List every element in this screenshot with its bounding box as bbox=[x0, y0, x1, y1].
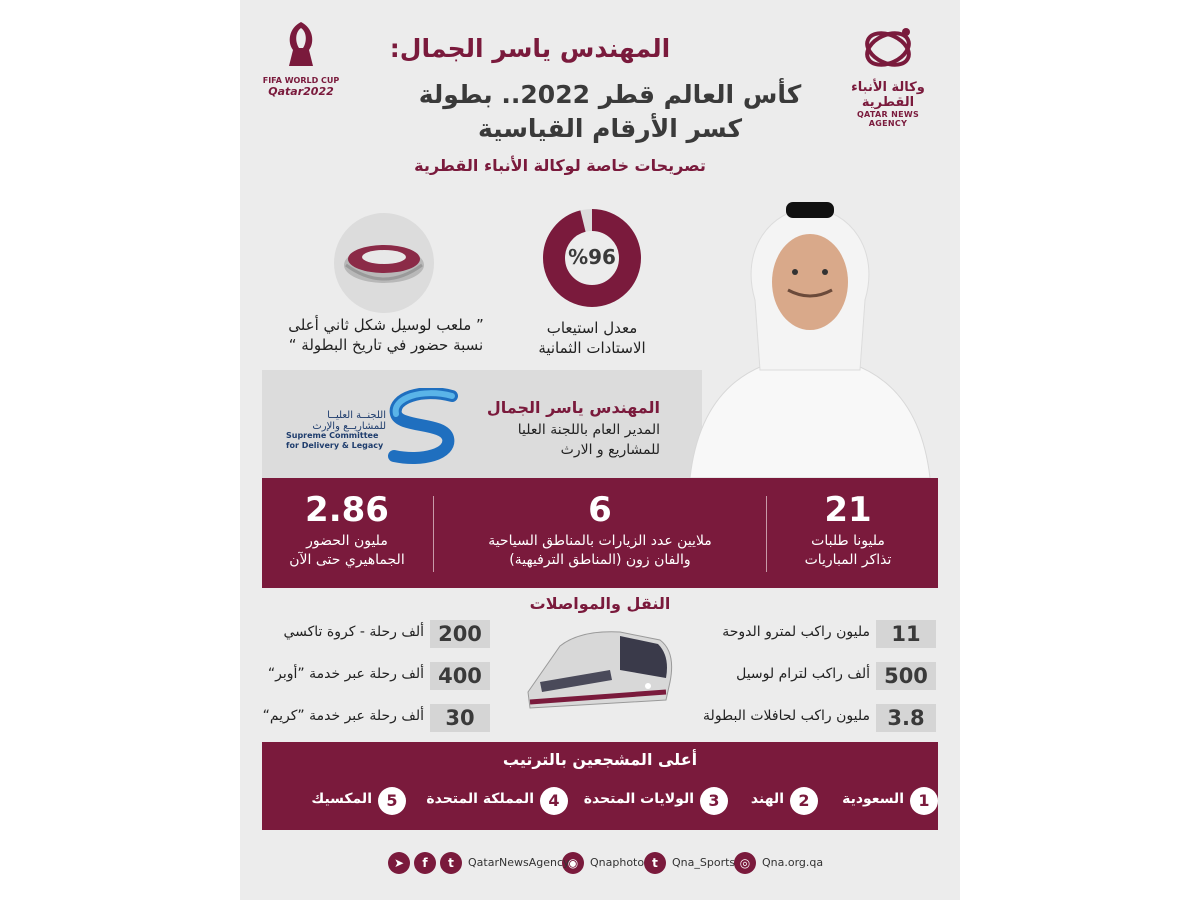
facebook-icon: f bbox=[414, 852, 436, 874]
footer-sports[interactable] bbox=[644, 852, 734, 874]
qna-logo bbox=[838, 22, 938, 128]
transport-value: 200 bbox=[430, 620, 490, 648]
stat-label-line1: ملايين عدد الزيارات بالمناطق السياحية bbox=[488, 533, 712, 549]
donut-caption-line2: الاستادات الثمانية bbox=[538, 339, 646, 357]
fan-rank-badge: 5 bbox=[378, 787, 406, 815]
stadium-image bbox=[334, 213, 434, 313]
donut-caption bbox=[502, 318, 682, 358]
quote-line2: نسبة حضور في تاريخ البطولة “ bbox=[288, 336, 484, 354]
transport-value: 30 bbox=[430, 704, 490, 732]
quote-line1: ” ملعب لوسيل شكل ثاني أعلى bbox=[288, 316, 484, 334]
transport-label: مليون راكب لحافلات البطولة bbox=[703, 708, 870, 724]
globe-icon: ◎ bbox=[734, 852, 756, 874]
world-cup-emblem-icon bbox=[281, 20, 321, 72]
footer-website[interactable] bbox=[734, 852, 844, 874]
qna-logo-arabic: وكالة الأنباء القطرية bbox=[851, 80, 925, 110]
stat-label-line1: مليون الحضور bbox=[306, 533, 388, 549]
transport-title: النقل والمواصلات bbox=[529, 594, 671, 613]
committee-logo-ar-line1: اللجنــة العليــا bbox=[327, 410, 386, 421]
fan-country: الولايات المتحدة bbox=[583, 791, 694, 807]
footer-handle: Qna.org.qa bbox=[762, 856, 824, 869]
transport-item-uber bbox=[267, 662, 490, 690]
stat-label-line2: والفان زون (المناطق الترفيهية) bbox=[509, 552, 691, 568]
fan-rank-badge: 2 bbox=[790, 787, 818, 815]
fan-country: السعودية bbox=[842, 791, 904, 807]
fan-item-2 bbox=[738, 787, 818, 815]
transport-value: 11 bbox=[876, 620, 936, 648]
fan-item-5 bbox=[296, 787, 406, 815]
committee-logo-arabic bbox=[286, 410, 386, 432]
fan-item-4 bbox=[428, 787, 568, 815]
page-title: كأس العالم قطر 2022.. بطولة كسر الأرقام القياسية bbox=[418, 80, 802, 143]
committee-logo-english bbox=[286, 431, 386, 451]
stat-attendance bbox=[262, 488, 432, 570]
donut-caption-line1: معدل استيعاب bbox=[546, 319, 638, 337]
stat-label-line2: تذاكر المباريات bbox=[804, 552, 892, 568]
footer-agency[interactable] bbox=[388, 852, 570, 874]
lusail-quote bbox=[276, 315, 496, 355]
engineer-portrait bbox=[660, 190, 960, 478]
transport-label: مليون راكب لمترو الدوحة bbox=[722, 624, 870, 640]
transport-item-buses bbox=[703, 704, 936, 732]
fan-rank-badge: 4 bbox=[540, 787, 568, 815]
committee-logo-ar-line2: للمشاريــع والإرث bbox=[312, 421, 386, 432]
world-cup-logo-line1: FIFA WORLD CUP bbox=[262, 76, 340, 85]
headline: المهندس ياسر الجمال: bbox=[389, 34, 671, 63]
top-fans-title: أعلى المشجعين بالترتيب bbox=[502, 750, 698, 769]
footer-photo[interactable] bbox=[562, 852, 645, 874]
transport-value: 400 bbox=[430, 662, 490, 690]
fan-country: المملكة المتحدة bbox=[426, 791, 534, 807]
stat-divider bbox=[766, 496, 767, 572]
fan-item-3 bbox=[583, 787, 728, 815]
stat-ticket-requests bbox=[758, 488, 938, 570]
transport-item-tram bbox=[706, 662, 936, 690]
engineer-role-line2: للمشاريع و الارث bbox=[560, 442, 660, 458]
donut-percent-label: %96 bbox=[568, 245, 616, 269]
qna-logo-english: QATAR NEWS AGENCY bbox=[856, 110, 920, 128]
stat-fan-zone-visits bbox=[434, 488, 766, 570]
committee-logo-en-line1: Supreme Committee bbox=[286, 431, 379, 440]
engineer-role-line1: المدير العام باللجنة العليا bbox=[517, 422, 660, 438]
instagram-icon: ◉ bbox=[562, 852, 584, 874]
transport-label: ألف رحلة عبر خدمة ”كريم“ bbox=[262, 708, 424, 724]
qna-logo-mark-icon bbox=[858, 22, 918, 76]
metro-train-icon bbox=[520, 622, 680, 722]
twitter-icon: t bbox=[644, 852, 666, 874]
engineer-name: المهندس ياسر الجمال bbox=[486, 398, 660, 417]
world-cup-logo-line2: Qatar2022 bbox=[268, 85, 334, 98]
footer-handle: Qnaphoto bbox=[590, 856, 645, 869]
fan-rank-badge: 3 bbox=[700, 787, 728, 815]
subtitle: تصريحات خاصة لوكالة الأنباء القطرية bbox=[414, 156, 706, 175]
fan-item-1 bbox=[838, 787, 938, 815]
stat-value: 21 bbox=[824, 490, 872, 530]
transport-value: 500 bbox=[876, 662, 936, 690]
transport-label: ألف رحلة - كروة تاكسي bbox=[283, 624, 424, 640]
stat-label-line1: مليونا طلبات bbox=[811, 533, 885, 549]
stat-label-line2: الجماهيري حتى الآن bbox=[289, 552, 405, 568]
telegram-icon: ➤ bbox=[388, 852, 410, 874]
transport-value: 3.8 bbox=[876, 704, 936, 732]
fan-country: المكسيك bbox=[311, 791, 372, 807]
transport-label: ألف رحلة عبر خدمة ”أوبر“ bbox=[267, 666, 424, 682]
stat-value: 2.86 bbox=[305, 490, 389, 530]
footer-handle: QatarNewsAgency bbox=[468, 856, 570, 869]
twitter-icon: t bbox=[440, 852, 462, 874]
fan-country: الهند bbox=[750, 791, 784, 807]
stat-divider bbox=[433, 496, 434, 572]
stat-value: 6 bbox=[588, 490, 612, 530]
fan-rank-badge: 1 bbox=[910, 787, 938, 815]
transport-item-metro bbox=[706, 620, 936, 648]
engineer-role bbox=[440, 420, 660, 460]
footer-handle: Qna_Sports bbox=[672, 856, 736, 869]
infographic-poster bbox=[240, 0, 960, 900]
committee-logo-en-line2: for Delivery & Legacy bbox=[286, 441, 384, 450]
stadium-icon bbox=[334, 213, 434, 313]
transport-item-karwa-taxi bbox=[270, 620, 490, 648]
transport-item-careem bbox=[262, 704, 490, 732]
transport-label: ألف راكب لترام لوسيل bbox=[736, 666, 870, 682]
